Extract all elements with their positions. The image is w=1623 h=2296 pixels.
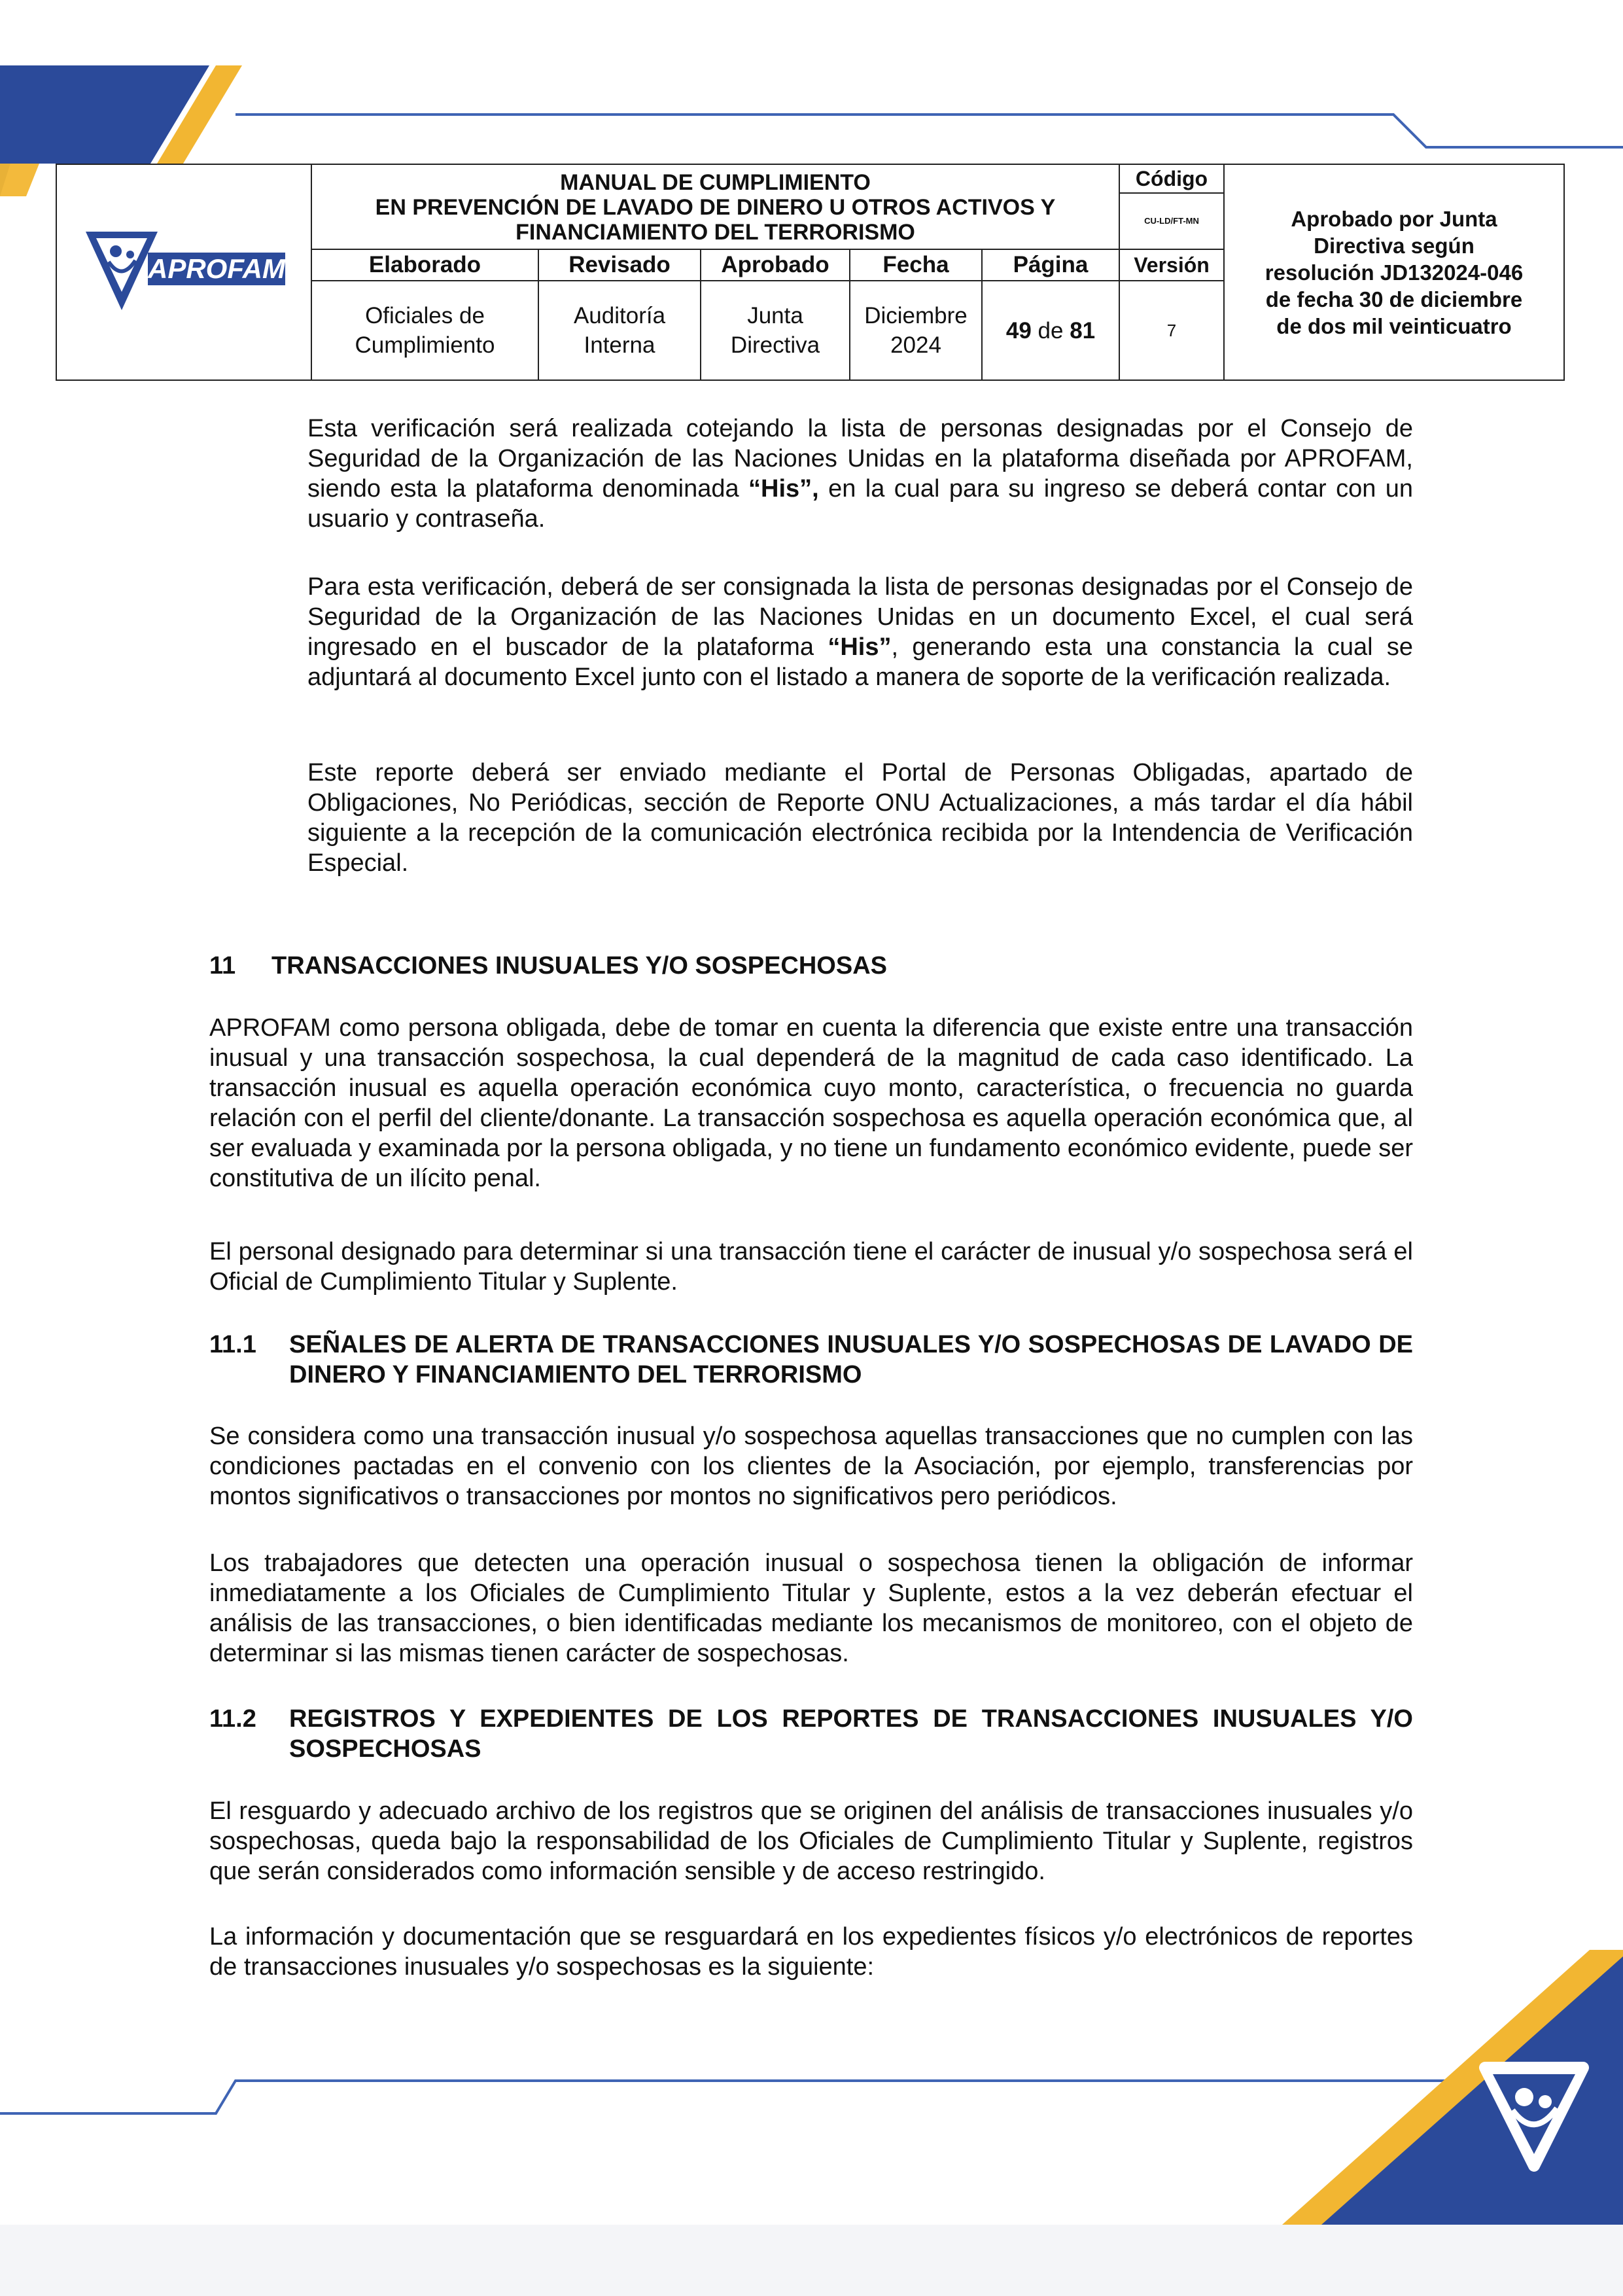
aprobado-value bbox=[701, 281, 850, 380]
section-11-1-heading bbox=[209, 1330, 1413, 1390]
top-header-line bbox=[236, 115, 1623, 147]
section-11-number: 11 bbox=[209, 952, 236, 980]
section-11-2-number: 11.2 bbox=[209, 1705, 256, 1733]
paragraph-worker-obligation: Los trabajadores que detecten una operación inusual o sospechosa tienen la obligación de informar inmediatamente a los Oficiales de Cumplimiento Titular y Suplente, estos a la vez deberán efectuar el análisis de las transacciones, o bien identificadas mediante los mecanismos de monitoreo, con el objeto de determinar si las mismas tienen carácter de sospechosas. bbox=[209, 1549, 1413, 1667]
document-header-table bbox=[56, 164, 1565, 381]
approval-note bbox=[1224, 164, 1564, 380]
code-cell bbox=[1119, 164, 1224, 249]
elaborado-value bbox=[311, 281, 538, 380]
col-elaborado: Elaborado bbox=[311, 249, 538, 281]
title-line-1: MANUAL DE CUMPLIMIENTO bbox=[560, 170, 871, 195]
aprofam-logo bbox=[73, 219, 295, 323]
col-revisado: Revisado bbox=[538, 249, 701, 281]
code-value: CU-LD/FT-MN bbox=[1144, 216, 1199, 226]
approval-line-3: resolución JD132024-046 bbox=[1265, 260, 1524, 285]
approval-line-5: de dos mil veinticuatro bbox=[1276, 313, 1512, 338]
fecha-line-2: 2024 bbox=[890, 332, 941, 358]
section-11-1-title: SEÑALES DE ALERTA DE TRANSACCIONES INUSUALES Y/O SOSPECHOSAS DE LAVADO DE DINERO Y FINANCIAMIENTO DEL TERRORISMO bbox=[289, 1331, 1413, 1388]
section-11-heading bbox=[209, 951, 1413, 981]
elaborado-line-2: Cumplimiento bbox=[355, 332, 495, 358]
bottom-footer-line bbox=[0, 2081, 1623, 2113]
elaborado-line-1: Oficiales de bbox=[365, 303, 485, 328]
bottom-fade bbox=[0, 2225, 1623, 2296]
aprobado-line-1: Junta bbox=[747, 303, 803, 328]
section-11-1-number: 11.1 bbox=[209, 1331, 256, 1358]
paragraph-records-custody: El resguardo y adecuado archivo de los registros que se originen del análisis de transacciones inusuales y/o sospechosas, queda bajo la responsabilidad de los Oficiales de Cumplimiento Titular y Suplente, registros que serán considerados como información sensible y de acceso restringido. bbox=[209, 1797, 1413, 1885]
page-of: de bbox=[1038, 317, 1064, 344]
col-aprobado: Aprobado bbox=[701, 249, 850, 281]
paragraph-report-submission: Este reporte deberá ser enviado mediante el Portal de Personas Obligadas, apartado de Obligaciones, No Periódicas, sección de Reporte ONU Actualizaciones, a más tardar el día hábil siguiente a la recepción de la comunicación electrónica recibida por la Intendencia de Verificación Especial. bbox=[307, 759, 1413, 877]
paragraph-unusual-vs-suspicious: APROFAM como persona obligada, debe de tomar en cuenta la diferencia que existe entre una transacción inusual y una transacción sospechosa, la cual dependerá de la magnitud de cada caso identificado. La transacción inusual es aquella operación económica cuyo monto, característica, o frecuencia no guarda relación con el perfil del cliente/donante. La transacción sospechosa es aquella operación económica que, al ser evaluada y examinada por la persona obligada, y no tiene un fundamento económico evidente, puede ser constitutiva de un ilícito penal. bbox=[209, 1014, 1414, 1192]
title-line-2: EN PREVENCIÓN DE LAVADO DE DINERO U OTROS ACTIVOS Y bbox=[375, 195, 1056, 220]
col-fecha: Fecha bbox=[850, 249, 982, 281]
page-total: 81 bbox=[1070, 317, 1096, 344]
p2-text-b: , generando esta una constancia la cual se adjuntará al documento Excel junto con el listado a manera de soporte de la verificación realizada. bbox=[307, 633, 1413, 691]
approval-line-1: Aprobado por Junta bbox=[1291, 206, 1497, 231]
version-value: 7 bbox=[1119, 281, 1224, 380]
revisado-line-1: Auditoría bbox=[573, 303, 666, 328]
fecha-line-1: Diciembre bbox=[864, 303, 968, 328]
code-label: Código bbox=[1120, 165, 1223, 194]
title-line-3: FINANCIAMIENTO DEL TERRORISMO bbox=[515, 220, 915, 245]
col-pagina: Página bbox=[982, 249, 1119, 281]
paragraph-designated-personnel: El personal designado para determinar si una transacción tiene el carácter de inusual y/o sospechosa será el Oficial de Cumplimiento Titular y Suplente. bbox=[209, 1238, 1413, 1296]
p2-text-a: Para esta verificación, deberá de ser consignada la lista de personas designadas por el Consejo de Seguridad de la Organización de las Naciones Unidas en un documento Excel, el cual será ingresado en el buscador de la plataforma bbox=[307, 573, 1413, 661]
p2-his-bold: “His” bbox=[828, 633, 892, 661]
revisado-line-2: Interna bbox=[584, 332, 655, 358]
p1-text-b: en la cual para su ingreso se deberá contar con un usuario y contraseña. bbox=[307, 475, 1413, 533]
revisado-value bbox=[538, 281, 701, 380]
paragraph-excel-verification bbox=[307, 572, 1413, 692]
p1-text-a: Esta verificación será realizada cotejando la lista de personas designadas por el Consejo de Seguridad de la Organización de las Naciones Unidas en la plataforma diseñada por APROFAM, siendo esta la plataforma denominada bbox=[307, 415, 1413, 503]
page-number bbox=[982, 281, 1119, 380]
section-11-2-heading bbox=[209, 1704, 1413, 1764]
fecha-value bbox=[850, 281, 982, 380]
page-current: 49 bbox=[1005, 317, 1032, 344]
approval-line-2: Directiva según bbox=[1314, 233, 1475, 258]
logo-text: APROFAM bbox=[148, 253, 285, 284]
aprobado-line-2: Directiva bbox=[730, 332, 820, 358]
paragraph-his-verification bbox=[307, 414, 1413, 534]
col-version: Versión bbox=[1119, 249, 1224, 281]
paragraph-unusual-definition: Se considera como una transacción inusual y/o sospechosa aquellas transacciones que no cumplen con las condiciones pactadas en el convenio con los clientes de la Asociación, por ejemplo, transferencias por montos significativos o transacciones por montos no significativos pero periódicos. bbox=[209, 1422, 1413, 1510]
approval-line-4: de fecha 30 de diciembre bbox=[1265, 287, 1523, 311]
section-11-title: TRANSACCIONES INUSUALES Y/O SOSPECHOSAS bbox=[271, 952, 888, 980]
p1-his-bold: “His”, bbox=[748, 475, 819, 503]
document-title bbox=[311, 164, 1119, 249]
section-11-2-title: REGISTROS Y EXPEDIENTES DE LOS REPORTES DE TRANSACCIONES INUSUALES Y/O SOSPECHOSAS bbox=[289, 1705, 1413, 1763]
paragraph-file-contents: La información y documentación que se resguardará en los expedientes físicos y/o electrónicos de reportes de transacciones inusuales y/o sospechosas es la siguiente: bbox=[209, 1923, 1413, 1981]
logo-cell bbox=[56, 164, 311, 380]
